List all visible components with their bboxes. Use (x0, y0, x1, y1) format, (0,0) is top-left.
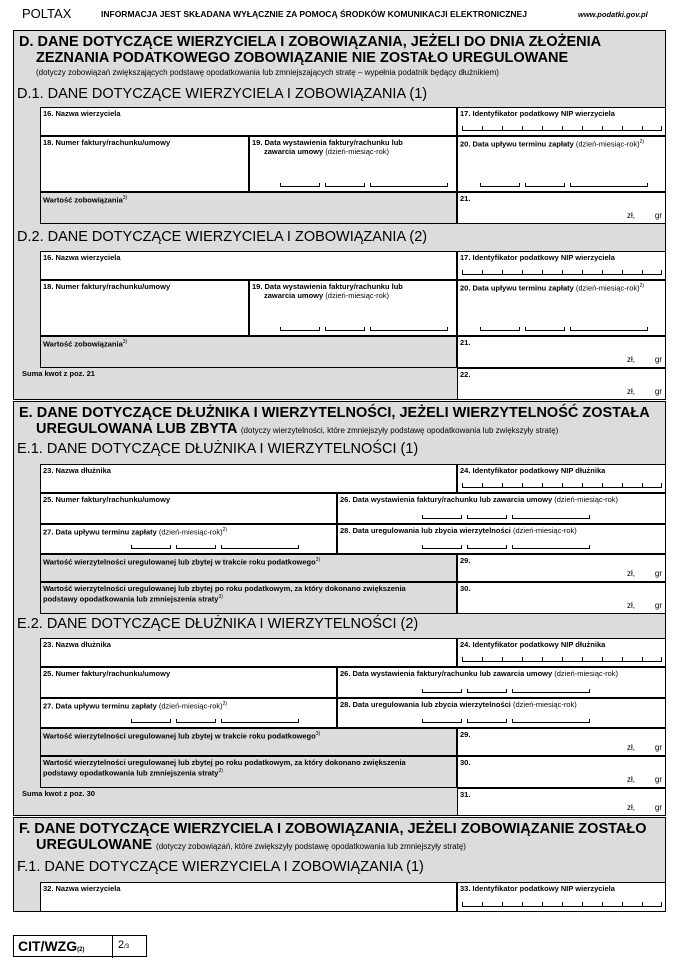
section-e (13, 401, 666, 816)
field-18[interactable]: 18. Numer faktury/rachunku/umowy (40, 136, 249, 192)
field-22[interactable]: 22. zł, gr (457, 368, 666, 400)
section-e-title-1: E. DANE DOTYCZĄCE DŁUŻNIKA I WIERZYTELNOŚCI, JEŻELI WIERZYTELNOŚĆ ZOSTAŁA (19, 405, 650, 421)
field-17[interactable]: 17. Identyfikator podatkowy NIP wierzyciela (457, 107, 666, 136)
field-17-d2[interactable]: 17. Identyfikator podatkowy NIP wierzyciela (457, 251, 666, 280)
section-f1-title: F.1. DANE DOTYCZĄCE WIERZYCIELA I ZOBOWIĄZANIA (1) (17, 859, 424, 875)
field-value-label-29: Wartość wierzytelności uregulowanej lub zbytej w trakcie roku podatkowego$^{3)}$ (40, 554, 457, 582)
form-code: CIT/WZG(2) (18, 938, 85, 954)
field-23[interactable]: 23. Nazwa dłużnika (40, 464, 457, 493)
field-value-label-29-e2: Wartość wierzytelności uregulowanej lub zbytej w trakcie roku podatkowego$^{3)}$ (40, 728, 457, 756)
field-16[interactable]: 16. Nazwa wierzyciela (40, 107, 457, 136)
field-16-d2[interactable]: 16. Nazwa wierzyciela (40, 251, 457, 280)
field-24-e2[interactable]: 24. Identyfikator podatkowy NIP dłużnika (457, 638, 666, 667)
field-24[interactable]: 24. Identyfikator podatkowy NIP dłużnika (457, 464, 666, 493)
section-f (13, 817, 666, 912)
field-25-e2[interactable]: 25. Numer faktury/rachunku/umowy (40, 667, 337, 698)
field-value-label-30: Wartość wierzytelności uregulowanej lub zbytej po roku podatkowym, za który dokonano zwiększenia podstawy opodatkowania lub zmniejszenia straty$^{3)}$ (40, 582, 457, 614)
section-d1-title: D.1. DANE DOTYCZĄCE WIERZYCIELA I ZOBOWIĄZANIA (1) (17, 86, 428, 102)
section-e-title-2: UREGULOWANA LUB ZBYTA (dotyczy wierzytelności, które zmniejszyły podstawę opodatkowania lub zwiększyły stratę) (36, 421, 559, 437)
page-number: 2/3 (118, 939, 130, 951)
section-d (13, 30, 666, 400)
section-f-title-2: UREGULOWANE (dotyczy zobowiązań, które zwiększyły podstawę opodatkowania lub zmniejszyły stratę) (36, 837, 466, 853)
section-e2-title: E.2. DANE DOTYCZĄCE DŁUŻNIKA I WIERZYTELNOŚCI (2) (17, 616, 419, 632)
sum-label-e: Suma kwot z poz. 30 (22, 789, 95, 798)
field-32[interactable]: 32. Nazwa wierzyciela (40, 882, 457, 912)
field-33[interactable]: 33. Identyfikator podatkowy NIP wierzyciela (457, 882, 666, 912)
form-footer (13, 935, 147, 957)
field-29-e2[interactable]: 29. zł, gr (457, 728, 666, 756)
field-28-e2[interactable]: 28. Data uregulowania lub zbycia wierzytelności (dzień-miesiąc-rok) (337, 698, 666, 728)
field-19-d2[interactable]: 19. Data wystawienia faktury/rachunku lub zawarcia umowy (dzień-miesiąc-rok) (249, 280, 457, 336)
field-21[interactable]: 21. zł, gr (457, 192, 666, 224)
field-27[interactable]: 27. Data upływu terminu zapłaty (dzień-miesiąc-rok)$^{2)}$ (40, 524, 337, 554)
field-value-label-30-e2: Wartość wierzytelności uregulowanej lub zbytej po roku podatkowym, za który dokonano zwiększenia podstawy opodatkowania lub zmniejszenia straty$^{3)}$ (40, 756, 457, 788)
field-20-d2[interactable]: 20. Data upływu terminu zapłaty (dzień-miesiąc-rok)$^{2)}$ (457, 280, 666, 336)
section-d-title-1: D. DANE DOTYCZĄCE WIERZYCIELA I ZOBOWIĄZANIA, JEŻELI DO DNIA ZŁOŻENIA (19, 34, 602, 50)
field-30-e2[interactable]: 30. zł, gr (457, 756, 666, 788)
field-28[interactable]: 28. Data uregulowania lub zbycia wierzytelności (dzień-miesiąc-rok) (337, 524, 666, 554)
field-18-d2[interactable]: 18. Numer faktury/rachunku/umowy (40, 280, 249, 336)
field-20[interactable]: 20. Data upływu terminu zapłaty (dzień-miesiąc-rok)$^{2)}$ (457, 136, 666, 192)
section-e1-title: E.1. DANE DOTYCZĄCE DŁUŻNIKA I WIERZYTELNOŚCI (1) (17, 441, 419, 457)
sum-label-d: Suma kwot z poz. 21 (22, 369, 95, 378)
field-31[interactable]: 31. zł, gr (457, 788, 666, 816)
header-info: INFORMACJA JEST SKŁADANA WYŁĄCZNIE ZA POMOCĄ ŚRODKÓW KOMUNIKACJI ELEKTRONICZNEJ (101, 9, 527, 19)
field-23-e2[interactable]: 23. Nazwa dłużnika (40, 638, 457, 667)
section-d-note: (dotyczy zobowiązań zwiększających podstawę opodatkowania lub zmniejszających stratę – wypełnia podatnik będący dłużnikiem) (36, 68, 499, 77)
field-26-e2[interactable]: 26. Data wystawienia faktury/rachunku lub zawarcia umowy (dzień-miesiąc-rok) (337, 667, 666, 698)
field-29[interactable]: 29. zł, gr (457, 554, 666, 582)
field-27-e2[interactable]: 27. Data upływu terminu zapłaty (dzień-miesiąc-rok)$^{2)}$ (40, 698, 337, 728)
field-25[interactable]: 25. Numer faktury/rachunku/umowy (40, 493, 337, 524)
field-value-label-d1: Wartość zobowiązania$^{3)}$ (40, 192, 457, 224)
field-value-label-d2: Wartość zobowiązania$^{3)}$ (40, 336, 457, 368)
section-f-title-1: F. DANE DOTYCZĄCE WIERZYCIELA I ZOBOWIĄZANIA, JEŻELI ZOBOWIĄZANIE ZOSTAŁO (19, 821, 647, 837)
field-26[interactable]: 26. Data wystawienia faktury/rachunku lub zawarcia umowy (dzień-miesiąc-rok) (337, 493, 666, 524)
field-21-d2[interactable]: 21. zł, gr (457, 336, 666, 368)
poltax-label: POLTAX (22, 6, 72, 21)
section-d2-title: D.2. DANE DOTYCZĄCE WIERZYCIELA I ZOBOWIĄZANIA (2) (17, 229, 428, 245)
section-d-title-2: ZEZNANIA PODATKOWEGO ZOBOWIĄZANIE NIE ZOSTAŁO UREGULOWANE (36, 50, 569, 66)
header-url: www.podatki.gov.pl (578, 10, 648, 19)
field-19[interactable]: 19. Data wystawienia faktury/rachunku lub zawarcia umowy (dzień-miesiąc-rok) (249, 136, 457, 192)
field-30[interactable]: 30. zł, gr (457, 582, 666, 614)
